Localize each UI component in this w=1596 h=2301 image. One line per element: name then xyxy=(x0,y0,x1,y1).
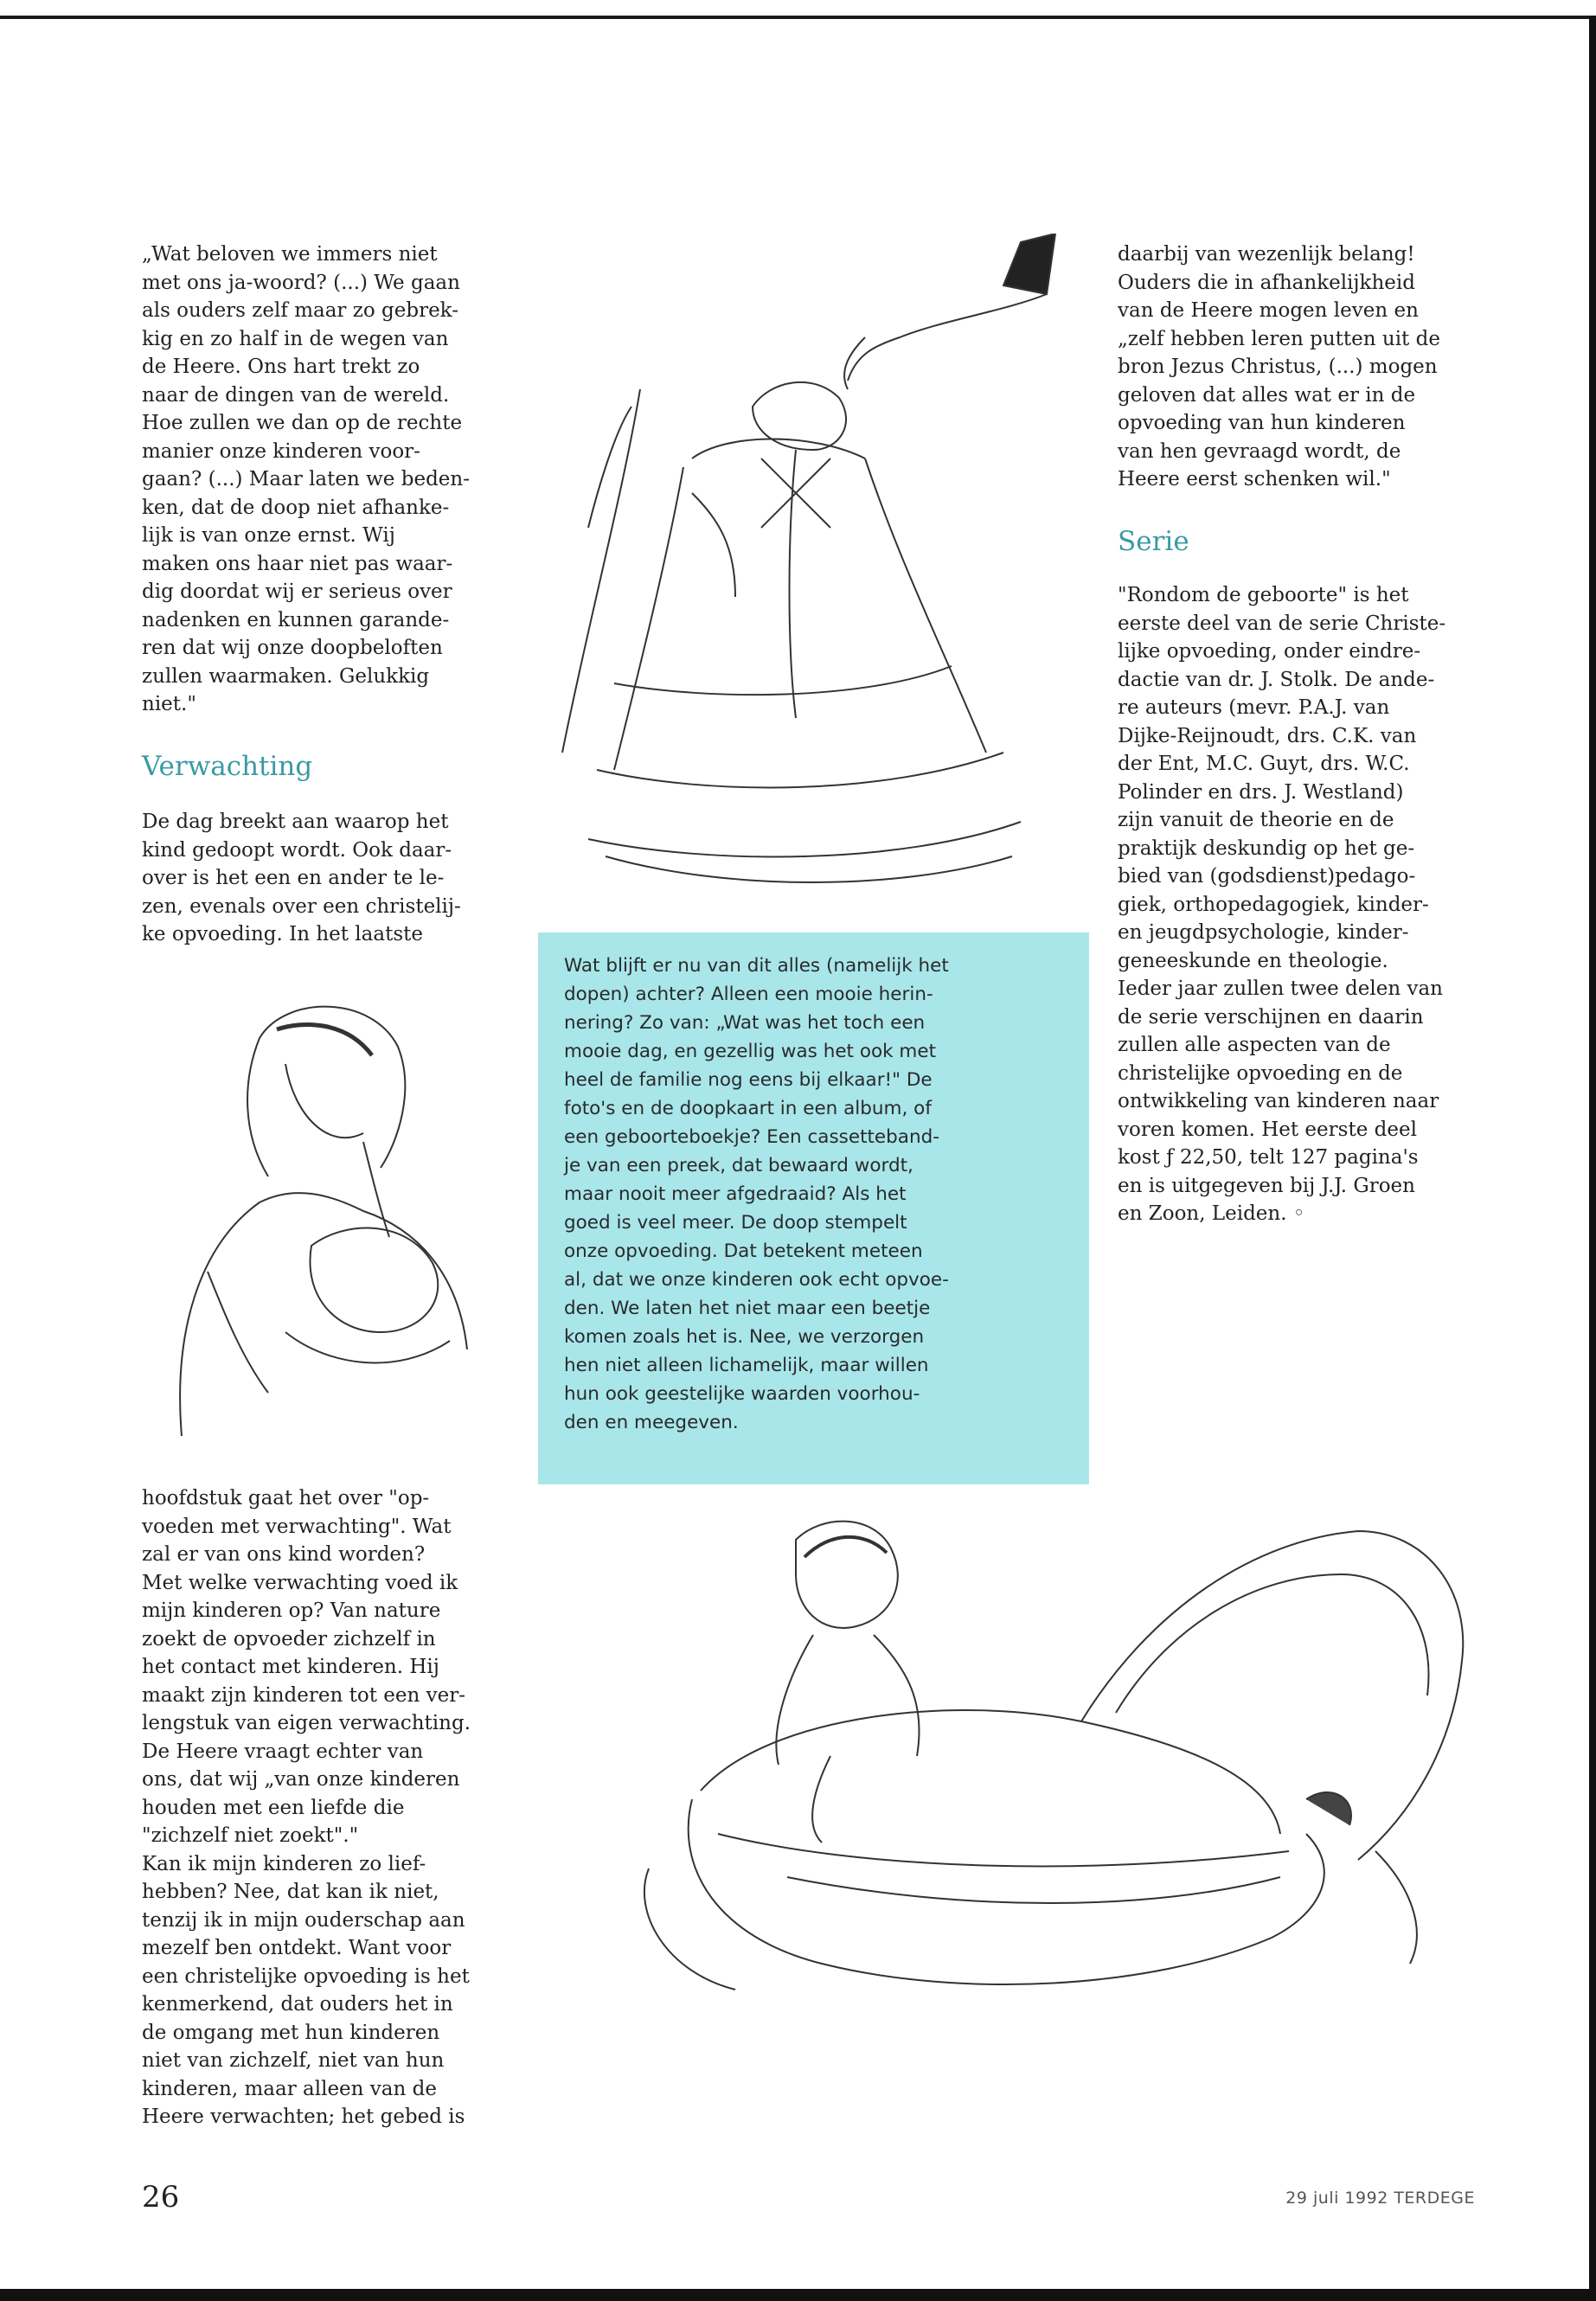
right-column-bottom-text: "Rondom de geboorte" is het eerste deel van de serie Christe- lijke opvoeding, onder eindre- dactie van dr. J. Stolk. De ande- re auteurs (mevr. P.A.J. van Dijke-Reijnoudt, drs. C.K. van der Ent, M.C. Guyt, drs. W.C. Polinder en drs. J. Westland) zijn vanuit de theorie en de praktijk deskundig op het ge- bied van (godsdienst)pedago- giek, orthopedagogiek, kinder- en jeugdpsychologie, kinder- geneeskunde en theologie. Ieder jaar zullen twee delen van de serie verschijnen en daarin zullen alle aspecten van de christelijke opvoeding en de ontwikkeling van kinderen naar voren komen. Het eerste deel kost ƒ 22,50, telt 127 pagina's en is uitgegeven bij J.J. Groen en Zoon, Leiden. ◦ xyxy=(1118,584,1446,1225)
child-with-bassinet-illustration xyxy=(597,1505,1497,2024)
mother-with-baby-illustration xyxy=(156,986,502,1436)
left-column-top-text: „Wat beloven we immers niet met ons ja-woord? (...) We gaan als ouders zelf maar zo gebrek- kig en zo half in de wegen van de Heere. Ons hart trekt zo naar de dingen van de wereld. Hoe zullen we dan op de rechte manier onze kinderen voor- gaan? (...) Maar laten we beden- ken, dat de doop niet afhanke- lijk is van onze ernst. Wij maken ons haar niet pas waar- dig doordat wij er serieus over nadenken en kunnen garande- ren dat wij onze doopbeloften zullen waarmaken. Gelukkig niet." xyxy=(142,243,470,715)
right-column-top-text: daarbij van wezenlijk belang! Ouders die in afhankelijkheid van de Heere mogen leven en „zelf hebben leren putten uit de bron Jezus Christus, (...) mogen geloven dat alles wat er in de opvoeding van hun kinderen van hen gevraagd wordt, de Heere eerst schenken wil." xyxy=(1118,243,1440,490)
page-border-right xyxy=(1589,16,1596,2301)
christening-gown-illustration xyxy=(536,234,1073,908)
left-column-middle-text: De dag breekt aan waarop het kind gedoopt wordt. Ook daar- over is het een en ander te le- zen, evenals over een christelij- ke opvoeding. In het laatste xyxy=(142,811,461,945)
page-border-top xyxy=(0,16,1596,19)
page-number: 26 xyxy=(142,2180,180,2214)
page-border-bottom xyxy=(0,2289,1596,2301)
heading-serie: Serie xyxy=(1118,526,1189,557)
heading-verwachting: Verwachting xyxy=(142,751,313,782)
page-footer: 29 juli 1992 TERDEGE xyxy=(1285,2189,1475,2208)
left-column-bottom-text: hoofdstuk gaat het over "op- voeden met verwachting". Wat zal er van ons kind worden? Met welke verwachting voed ik mijn kinderen op? Van nature zoekt de opvoeder zichzelf in het contact met kinderen. Hij maakt zijn kinderen tot een ver- lengstuk van eigen verwachting. De Heere vraagt echter van ons, dat wij „van onze kinderen houden met een liefde die "zichzelf niet zoekt"." Kan ik mijn kinderen zo lief- hebben? Nee, dat kan ik niet, tenzij ik in mijn ouderschap aan mezelf ben ontdekt. Want voor een christelijke opvoeding is het kenmerkend, dat ouders het in de omgang met hun kinderen niet van zichzelf, niet van hun kinderen, maar alleen van de Heere verwachten; het gebed is xyxy=(142,1487,471,2128)
shaded-box-text: Wat blijft er nu van dit alles (namelijk het dopen) achter? Alleen een mooie herin- nering? Zo van: „Wat was het toch een mooie dag, en gezellig was het ook met heel de familie nog eens bij elkaar!" De foto's en de doopkaart in een album, of een geboorteboekje? Een cassetteband- je van een preek, dat bewaard wordt, maar nooit meer afgedraaid? Als het goed is veel meer. De doop stempelt onze opvoeding. Dat betekent meteen al, dat we onze kinderen ook echt opvoe- den. We laten het niet maar een beetje komen zoals het is. Nee, we verzorgen hen niet alleen lichamelijk, maar willen hun ook geestelijke waarden voorhou- den en meegeven. xyxy=(564,955,949,1433)
